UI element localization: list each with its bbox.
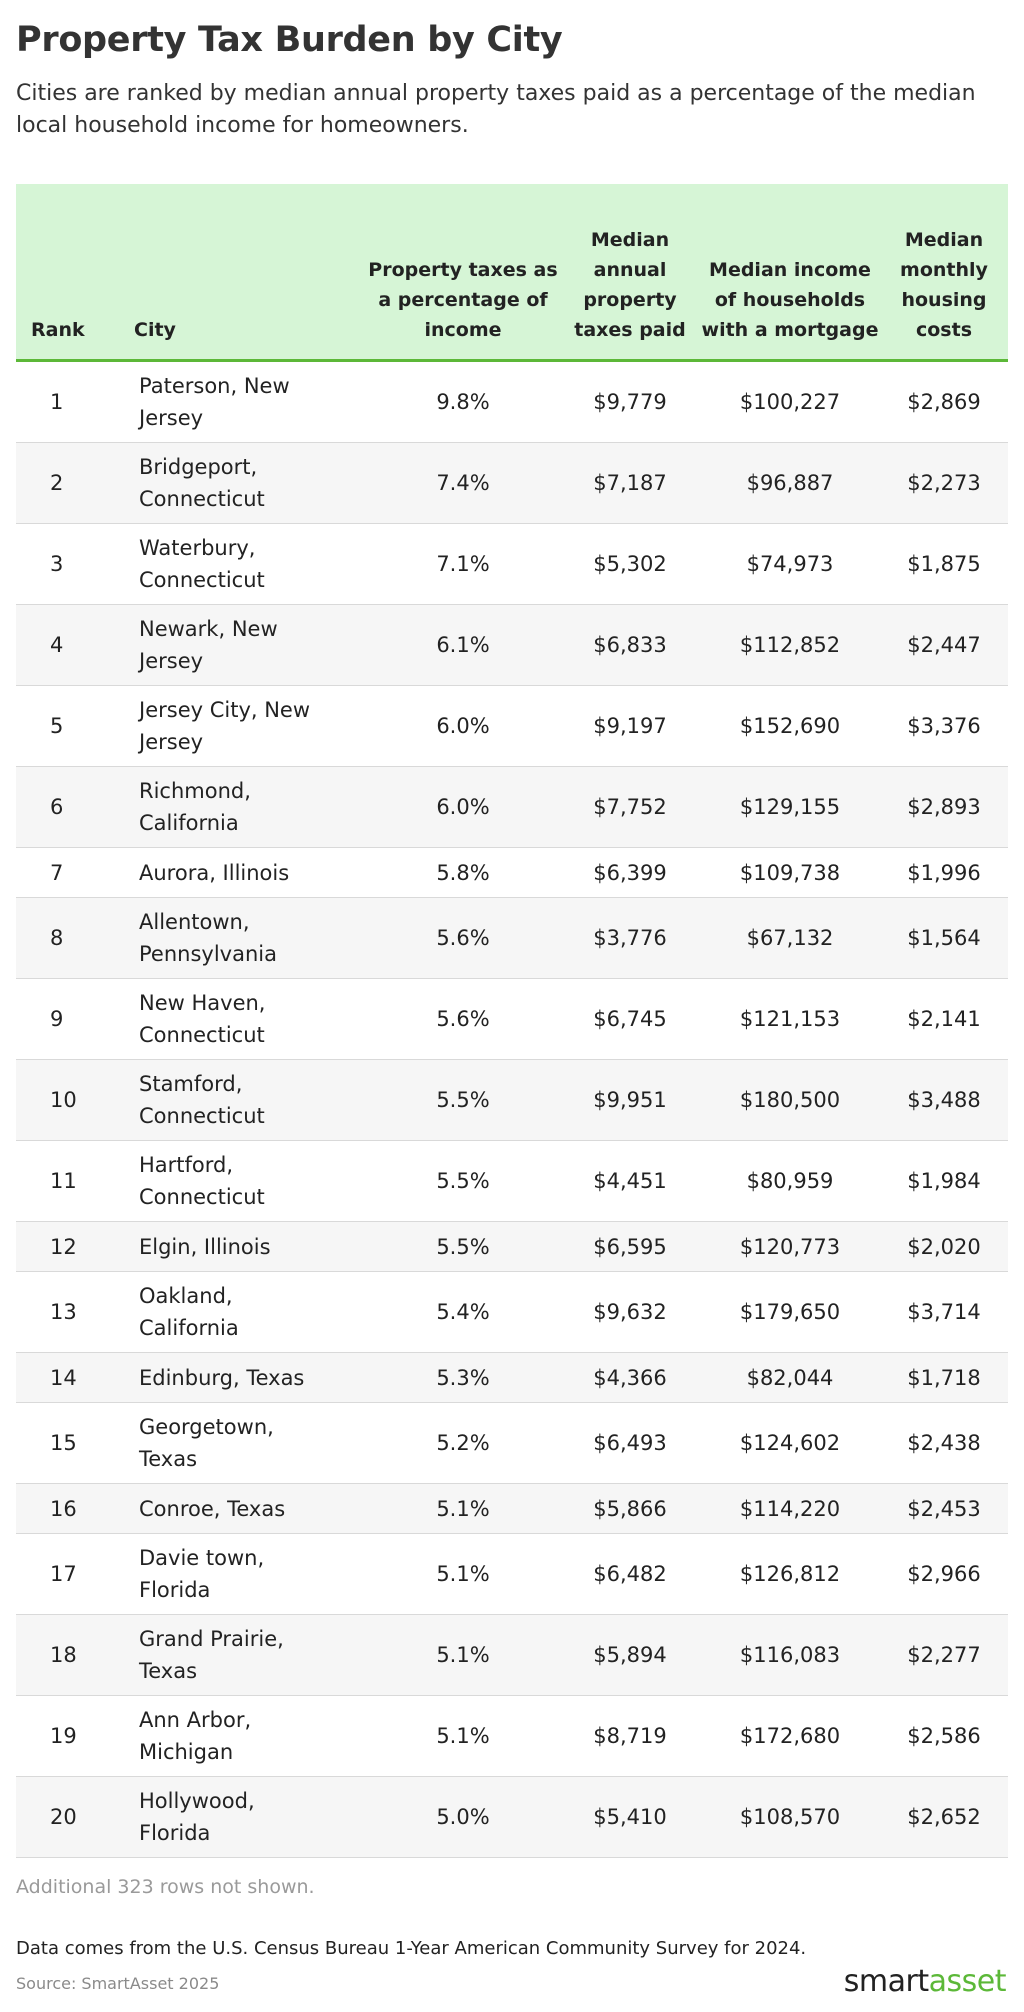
cell-tax-percent: 6.1%: [436, 633, 490, 657]
cell-housing-costs: $1,984: [907, 1169, 981, 1193]
column-header-rank: Rank: [31, 319, 85, 341]
cell-city: New Haven, Connecticut: [139, 991, 266, 1047]
cell-household-income: $116,083: [739, 1643, 841, 1667]
cell-housing-costs: $2,277: [907, 1643, 981, 1667]
cell-rank: 1: [50, 390, 64, 414]
cell-tax-percent: 7.1%: [436, 552, 490, 576]
table-row: [16, 605, 1008, 686]
cell-city: Aurora, Illinois: [139, 860, 290, 885]
cell-rank: 6: [50, 795, 64, 819]
data-source-text: Data comes from the U.S. Census Bureau 1-Year American Community Survey for 2024.: [16, 1938, 807, 1959]
cell-annual-taxes: $5,894: [593, 1643, 667, 1667]
cell-household-income: $114,220: [739, 1496, 841, 1521]
column-header-annual-taxes: Median annual property taxes paid: [574, 229, 686, 341]
cell-rank: 15: [50, 1431, 77, 1455]
cell-city: Edinburg, Texas: [139, 1365, 305, 1390]
cell-household-income: $100,227: [739, 390, 841, 414]
rows-not-shown-note: Additional 323 rows not shown.: [16, 1876, 315, 1898]
cell-rank: 7: [50, 860, 64, 885]
cell-annual-taxes: $8,719: [593, 1724, 667, 1748]
cell-household-income: $112,852: [739, 633, 841, 657]
cell-housing-costs: $2,893: [907, 795, 981, 819]
cell-tax-percent: 7.4%: [436, 471, 490, 495]
cell-tax-percent: 9.8%: [436, 390, 490, 414]
cell-city: Georgetown, Texas: [139, 1415, 274, 1471]
cell-rank: 9: [50, 1007, 64, 1031]
cell-city: Hartford, Connecticut: [139, 1153, 265, 1209]
cell-rank: 2: [50, 471, 64, 495]
cell-tax-percent: 5.6%: [436, 926, 490, 950]
cell-household-income: $124,602: [739, 1431, 841, 1455]
cell-rank: 5: [50, 714, 64, 738]
cell-tax-percent: 6.0%: [436, 714, 490, 738]
cell-household-income: $179,650: [739, 1300, 841, 1324]
logo-text-asset: asset: [928, 1964, 1006, 1999]
cell-housing-costs: $2,966: [907, 1562, 981, 1586]
cell-household-income: $74,973: [746, 552, 834, 576]
column-header-housing-costs: Median monthly housing costs: [900, 229, 988, 341]
page-subtitle: Cities are ranked by median annual property taxes paid as a percentage of the median local household income for homeowners.: [16, 81, 976, 138]
cell-housing-costs: $1,564: [907, 926, 981, 950]
cell-household-income: $80,959: [746, 1169, 834, 1193]
cell-city: Oakland, California: [139, 1284, 239, 1340]
cell-city: Bridgeport, Connecticut: [139, 455, 265, 511]
cell-rank: 11: [50, 1169, 77, 1193]
cell-housing-costs: $2,652: [907, 1805, 981, 1829]
cell-rank: 20: [50, 1805, 77, 1829]
cell-housing-costs: $1,996: [907, 860, 981, 885]
cell-household-income: $67,132: [746, 926, 834, 950]
cell-housing-costs: $3,714: [907, 1300, 981, 1324]
cell-tax-percent: 5.0%: [436, 1805, 490, 1829]
cell-housing-costs: $2,869: [907, 390, 981, 414]
cell-city: Jersey City, New Jersey: [139, 698, 311, 754]
cell-tax-percent: 5.5%: [436, 1088, 490, 1112]
cell-housing-costs: $2,586: [907, 1724, 981, 1748]
table-row: [16, 1353, 1008, 1403]
cell-household-income: $121,153: [739, 1007, 841, 1031]
cell-housing-costs: $2,453: [907, 1496, 981, 1521]
cell-housing-costs: $1,875: [907, 552, 981, 576]
cell-tax-percent: 5.1%: [436, 1496, 490, 1521]
cell-city: Conroe, Texas: [139, 1496, 286, 1521]
cell-annual-taxes: $6,833: [593, 633, 667, 657]
table-row: [16, 1403, 1008, 1484]
table-row: [16, 1777, 1008, 1858]
cell-tax-percent: 5.1%: [436, 1643, 490, 1667]
cell-tax-percent: 5.3%: [436, 1365, 490, 1390]
cell-rank: 10: [50, 1088, 77, 1112]
cell-rank: 12: [50, 1234, 77, 1259]
smartasset-logo: [844, 1964, 1006, 1999]
table-body: [16, 362, 1008, 1858]
cell-city: Paterson, New Jersey: [139, 374, 290, 430]
cell-housing-costs: $1,718: [907, 1365, 981, 1390]
cell-city: Richmond, California: [139, 779, 251, 835]
cell-annual-taxes: $9,197: [593, 714, 667, 738]
cell-rank: 4: [50, 633, 64, 657]
cell-household-income: $82,044: [746, 1365, 834, 1390]
table-row: [16, 1615, 1008, 1696]
cell-household-income: $126,812: [739, 1562, 841, 1586]
table-row: [16, 1272, 1008, 1353]
cell-household-income: $180,500: [739, 1088, 841, 1112]
cell-housing-costs: $2,447: [907, 633, 981, 657]
table-row: [16, 1222, 1008, 1272]
cell-household-income: $109,738: [739, 860, 841, 885]
table-row: [16, 979, 1008, 1060]
cell-annual-taxes: $5,410: [593, 1805, 667, 1829]
cell-city: Newark, New Jersey: [139, 617, 278, 673]
table-row: [16, 524, 1008, 605]
cell-annual-taxes: $9,632: [593, 1300, 667, 1324]
cell-rank: 18: [50, 1643, 77, 1667]
cell-household-income: $96,887: [746, 471, 834, 495]
cell-annual-taxes: $9,779: [593, 390, 667, 414]
cell-rank: 13: [50, 1300, 77, 1324]
table-row: [16, 898, 1008, 979]
cell-household-income: $120,773: [739, 1234, 841, 1259]
cell-annual-taxes: $6,399: [593, 860, 667, 885]
cell-annual-taxes: $6,745: [593, 1007, 667, 1031]
cell-rank: 8: [50, 926, 64, 950]
table-row: [16, 362, 1008, 443]
cell-household-income: $108,570: [739, 1805, 841, 1829]
cell-tax-percent: 6.0%: [436, 795, 490, 819]
table-row: [16, 1534, 1008, 1615]
cell-rank: 3: [50, 552, 64, 576]
column-header-city: City: [134, 319, 176, 341]
cell-rank: 16: [50, 1496, 77, 1521]
cell-rank: 19: [50, 1724, 77, 1748]
table-row: [16, 1141, 1008, 1222]
cell-city: Elgin, Illinois: [139, 1234, 271, 1259]
cell-tax-percent: 5.4%: [436, 1300, 490, 1324]
cell-annual-taxes: $9,951: [593, 1088, 667, 1112]
cell-annual-taxes: $6,482: [593, 1562, 667, 1586]
cell-tax-percent: 5.1%: [436, 1724, 490, 1748]
cell-city: Allentown, Pennsylvania: [139, 910, 277, 966]
cell-rank: 14: [50, 1365, 77, 1390]
cell-household-income: $129,155: [739, 795, 841, 819]
table-row: [16, 1484, 1008, 1534]
cell-annual-taxes: $4,451: [593, 1169, 667, 1193]
cell-annual-taxes: $6,493: [593, 1431, 667, 1455]
table-row: [16, 443, 1008, 524]
table-row: [16, 686, 1008, 767]
cell-housing-costs: $3,488: [907, 1088, 981, 1112]
cell-city: Stamford, Connecticut: [139, 1072, 265, 1128]
table-header: [16, 184, 1008, 362]
cell-annual-taxes: $6,595: [593, 1234, 667, 1259]
cell-city: Davie town, Florida: [139, 1546, 265, 1602]
cell-tax-percent: 5.5%: [436, 1169, 490, 1193]
cell-housing-costs: $2,141: [907, 1007, 981, 1031]
table-row: [16, 848, 1008, 898]
cell-tax-percent: 5.1%: [436, 1562, 490, 1586]
column-header-tax-percent: Property taxes as a percentage of income: [368, 259, 558, 341]
cell-housing-costs: $2,438: [907, 1431, 981, 1455]
cell-annual-taxes: $5,866: [593, 1496, 667, 1521]
data-table: [16, 184, 1008, 1858]
table-row: [16, 767, 1008, 848]
column-header-household-income: Median income of households with a mortgage: [701, 259, 879, 341]
table-row: [16, 1696, 1008, 1777]
cell-housing-costs: $2,273: [907, 471, 981, 495]
cell-annual-taxes: $7,752: [593, 795, 667, 819]
cell-tax-percent: 5.2%: [436, 1431, 490, 1455]
page-title: Property Tax Burden by City: [16, 20, 563, 60]
cell-household-income: $172,680: [739, 1724, 841, 1748]
cell-household-income: $152,690: [739, 714, 841, 738]
cell-housing-costs: $3,376: [907, 714, 981, 738]
cell-rank: 17: [50, 1562, 77, 1586]
cell-city: Waterbury, Connecticut: [139, 536, 265, 592]
cell-tax-percent: 5.5%: [436, 1234, 490, 1259]
cell-housing-costs: $2,020: [907, 1234, 981, 1259]
table-row: [16, 1060, 1008, 1141]
source-credit: Source: SmartAsset 2025: [16, 1974, 220, 1993]
cell-annual-taxes: $5,302: [593, 552, 667, 576]
logo-text-smart: smart: [843, 1964, 929, 1999]
cell-city: Hollywood, Florida: [139, 1789, 255, 1845]
cell-annual-taxes: $3,776: [593, 926, 667, 950]
cell-tax-percent: 5.8%: [436, 860, 490, 885]
cell-tax-percent: 5.6%: [436, 1007, 490, 1031]
cell-annual-taxes: $4,366: [593, 1365, 667, 1390]
cell-city: Grand Prairie, Texas: [139, 1627, 284, 1683]
cell-annual-taxes: $7,187: [593, 471, 667, 495]
cell-city: Ann Arbor, Michigan: [139, 1708, 252, 1764]
